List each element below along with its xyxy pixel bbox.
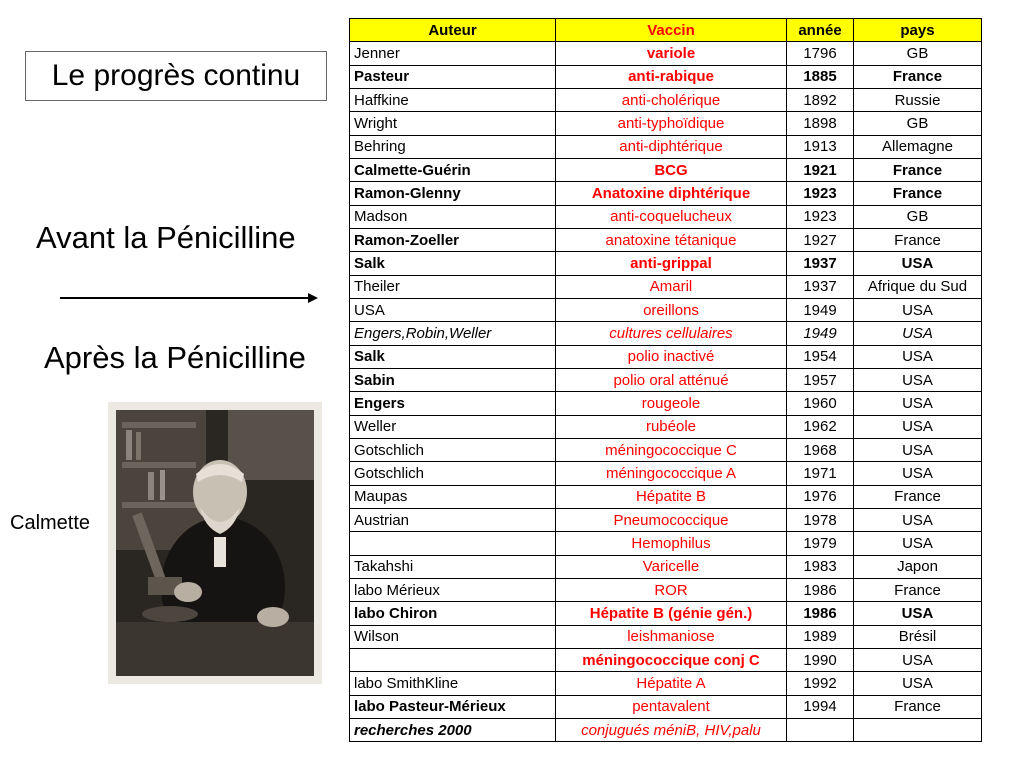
cell-vaccin: méningococcique A (556, 462, 787, 485)
table-row (350, 298, 982, 321)
table-row (350, 718, 982, 741)
cell-pays: France (854, 695, 982, 718)
cell-annee: 1979 (787, 532, 854, 555)
cell-auteur: Takahshi (350, 555, 556, 578)
cell-vaccin: pentavalent (556, 695, 787, 718)
cell-pays: USA (854, 368, 982, 391)
cell-pays: USA (854, 508, 982, 531)
cell-pays: France (854, 578, 982, 601)
table-row (350, 462, 982, 485)
cell-vaccin: anti-grippal (556, 252, 787, 275)
cell-vaccin: Hépatite B (génie gén.) (556, 602, 787, 625)
table-header-row (350, 19, 982, 42)
cell-vaccin: Pneumococcique (556, 508, 787, 531)
cell-auteur: labo Mérieux (350, 578, 556, 601)
cell-vaccin: Hemophilus (556, 532, 787, 555)
cell-annee: 1986 (787, 578, 854, 601)
table-row (350, 112, 982, 135)
table-row (350, 392, 982, 415)
table-row (350, 602, 982, 625)
table-row (350, 42, 982, 65)
cell-auteur: labo SmithKline (350, 672, 556, 695)
cell-vaccin: Varicelle (556, 555, 787, 578)
cell-annee: 1960 (787, 392, 854, 415)
cell-vaccin: Anatoxine diphtérique (556, 182, 787, 205)
cell-vaccin: anti-typhoïdique (556, 112, 787, 135)
table-row (350, 415, 982, 438)
cell-auteur: Maupas (350, 485, 556, 508)
cell-vaccin: rougeole (556, 392, 787, 415)
cell-pays: USA (854, 252, 982, 275)
cell-auteur: Calmette-Guérin (350, 158, 556, 181)
cell-annee: 1937 (787, 252, 854, 275)
cell-annee: 1992 (787, 672, 854, 695)
cell-annee: 1923 (787, 182, 854, 205)
cell-auteur: Jenner (350, 42, 556, 65)
cell-annee: 1921 (787, 158, 854, 181)
table-row (350, 322, 982, 345)
cell-vaccin: Amaril (556, 275, 787, 298)
cell-auteur (350, 648, 556, 671)
cell-auteur: Ramon-Glenny (350, 182, 556, 205)
header-vaccin: Vaccin (556, 19, 787, 42)
cell-auteur: Madson (350, 205, 556, 228)
table-row (350, 205, 982, 228)
cell-vaccin: oreillons (556, 298, 787, 321)
cell-annee: 1927 (787, 228, 854, 251)
cell-vaccin: anti-coquelucheux (556, 205, 787, 228)
cell-auteur: labo Chiron (350, 602, 556, 625)
table-row (350, 275, 982, 298)
cell-vaccin: anti-diphtérique (556, 135, 787, 158)
cell-auteur: Engers (350, 392, 556, 415)
cell-pays: USA (854, 322, 982, 345)
table-row (350, 555, 982, 578)
table-row (350, 508, 982, 531)
cell-annee: 1957 (787, 368, 854, 391)
cell-auteur: Behring (350, 135, 556, 158)
cell-pays: France (854, 485, 982, 508)
cell-pays: Allemagne (854, 135, 982, 158)
cell-vaccin: anti-cholérique (556, 88, 787, 111)
cell-auteur: Salk (350, 252, 556, 275)
cell-annee: 1968 (787, 438, 854, 461)
cell-vaccin: Hépatite A (556, 672, 787, 695)
table-row (350, 532, 982, 555)
cell-annee: 1949 (787, 322, 854, 345)
cell-annee: 1923 (787, 205, 854, 228)
cell-vaccin: polio oral atténué (556, 368, 787, 391)
cell-annee: 1994 (787, 695, 854, 718)
cell-annee: 1913 (787, 135, 854, 158)
cell-annee: 1885 (787, 65, 854, 88)
cell-pays: France (854, 182, 982, 205)
cell-annee: 1898 (787, 112, 854, 135)
table-row (350, 158, 982, 181)
cell-annee: 1983 (787, 555, 854, 578)
cell-auteur: Gotschlich (350, 438, 556, 461)
cell-auteur: Weller (350, 415, 556, 438)
cell-vaccin: rubéole (556, 415, 787, 438)
cell-pays: GB (854, 112, 982, 135)
cell-auteur: Theiler (350, 275, 556, 298)
cell-auteur: Engers,Robin,Weller (350, 322, 556, 345)
slide-title: Le progrès continu (25, 51, 327, 101)
table-row (350, 695, 982, 718)
cell-vaccin: anatoxine tétanique (556, 228, 787, 251)
cell-annee: 1949 (787, 298, 854, 321)
table-row (350, 625, 982, 648)
cell-vaccin: Hépatite B (556, 485, 787, 508)
cell-annee: 1990 (787, 648, 854, 671)
table-row (350, 578, 982, 601)
cell-auteur: Austrian (350, 508, 556, 531)
cell-pays: USA (854, 672, 982, 695)
cell-pays: GB (854, 205, 982, 228)
cell-annee: 1986 (787, 602, 854, 625)
after-penicillin-label: Après la Pénicilline (44, 340, 306, 375)
cell-annee: 1971 (787, 462, 854, 485)
table-row (350, 368, 982, 391)
cell-vaccin: leishmaniose (556, 625, 787, 648)
cell-auteur: Salk (350, 345, 556, 368)
cell-annee (787, 718, 854, 741)
cell-pays: USA (854, 532, 982, 555)
table-row (350, 182, 982, 205)
cell-vaccin: méningococcique conj C (556, 648, 787, 671)
cell-vaccin: ROR (556, 578, 787, 601)
cell-auteur (350, 532, 556, 555)
cell-pays: Japon (854, 555, 982, 578)
cell-annee: 1796 (787, 42, 854, 65)
photo-caption: Calmette (10, 512, 91, 534)
table-row (350, 228, 982, 251)
header-auteur: Auteur (350, 19, 556, 42)
table-row (350, 88, 982, 111)
cell-auteur: labo Pasteur-Mérieux (350, 695, 556, 718)
cell-pays: Afrique du Sud (854, 275, 982, 298)
cell-auteur: Ramon-Zoeller (350, 228, 556, 251)
cell-pays: USA (854, 648, 982, 671)
table-row (350, 438, 982, 461)
cell-pays (854, 718, 982, 741)
cell-auteur: Haffkine (350, 88, 556, 111)
cell-annee: 1937 (787, 275, 854, 298)
timeline-arrow-icon (60, 290, 318, 306)
cell-auteur: Wright (350, 112, 556, 135)
cell-pays: Russie (854, 88, 982, 111)
cell-vaccin: méningococcique C (556, 438, 787, 461)
cell-pays: USA (854, 392, 982, 415)
vaccine-history-table (349, 18, 982, 742)
cell-pays: France (854, 158, 982, 181)
table-row (350, 672, 982, 695)
calmette-portrait-photo (108, 402, 322, 684)
cell-vaccin: conjugués méniB, HIV,palu (556, 718, 787, 741)
cell-vaccin: variole (556, 42, 787, 65)
cell-annee: 1989 (787, 625, 854, 648)
cell-auteur: Pasteur (350, 65, 556, 88)
cell-vaccin: polio inactivé (556, 345, 787, 368)
table-row (350, 135, 982, 158)
cell-annee: 1978 (787, 508, 854, 531)
cell-vaccin: BCG (556, 158, 787, 181)
cell-pays: USA (854, 602, 982, 625)
cell-annee: 1976 (787, 485, 854, 508)
cell-auteur: Wilson (350, 625, 556, 648)
cell-pays: Brésil (854, 625, 982, 648)
before-penicillin-label: Avant la Pénicilline (36, 220, 296, 255)
cell-pays: GB (854, 42, 982, 65)
header-pays: pays (854, 19, 982, 42)
cell-annee: 1892 (787, 88, 854, 111)
header-annee: année (787, 19, 854, 42)
cell-pays: USA (854, 345, 982, 368)
table-row (350, 65, 982, 88)
cell-annee: 1954 (787, 345, 854, 368)
table-row (350, 648, 982, 671)
cell-pays: France (854, 228, 982, 251)
cell-vaccin: cultures cellulaires (556, 322, 787, 345)
table-row (350, 252, 982, 275)
cell-auteur: USA (350, 298, 556, 321)
cell-auteur: recherches 2000 (350, 718, 556, 741)
cell-pays: France (854, 65, 982, 88)
cell-pays: USA (854, 462, 982, 485)
cell-annee: 1962 (787, 415, 854, 438)
cell-pays: USA (854, 298, 982, 321)
cell-auteur: Gotschlich (350, 462, 556, 485)
table-row (350, 345, 982, 368)
table-row (350, 485, 982, 508)
cell-pays: USA (854, 415, 982, 438)
cell-auteur: Sabin (350, 368, 556, 391)
cell-pays: USA (854, 438, 982, 461)
cell-vaccin: anti-rabique (556, 65, 787, 88)
